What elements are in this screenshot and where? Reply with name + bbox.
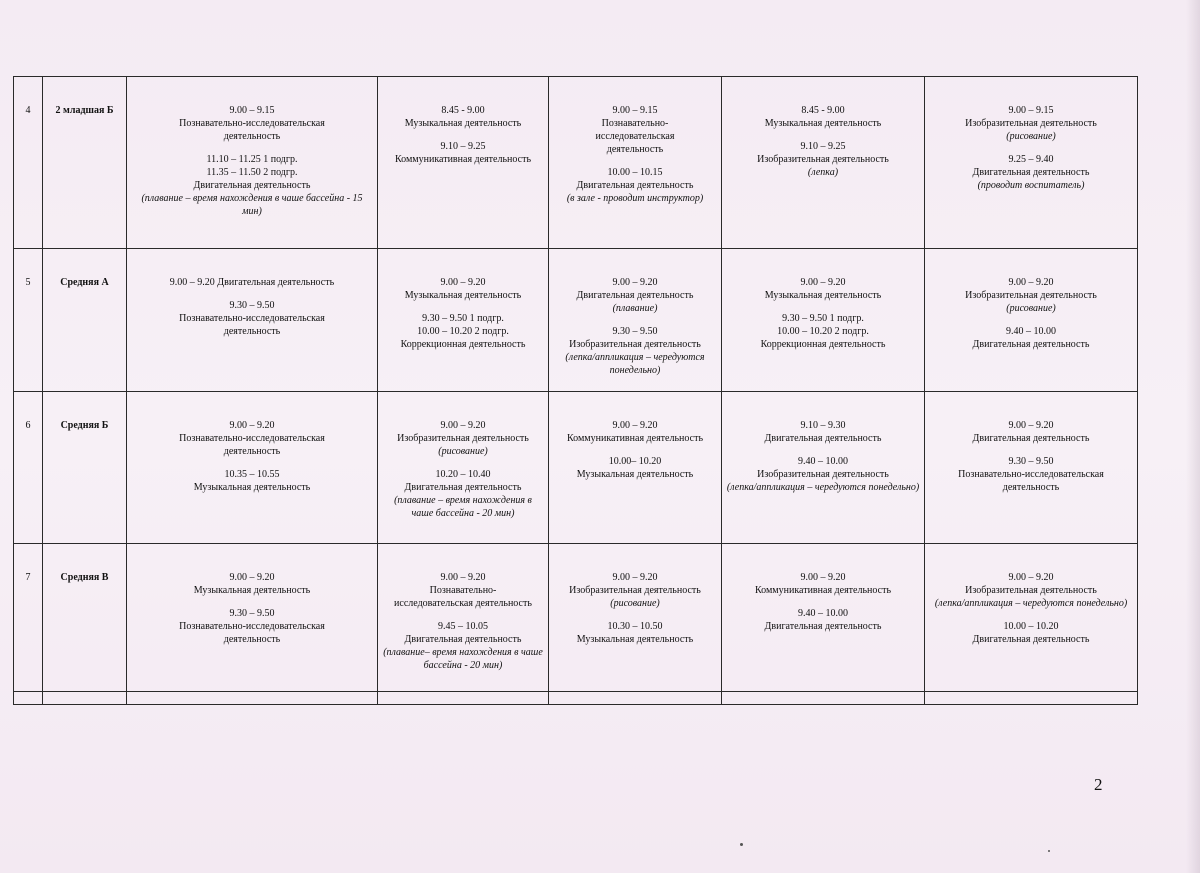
activity-note: (рисование) [438, 446, 488, 457]
activity-entry [382, 312, 544, 351]
activity-text: Изобразительная деятельность [757, 154, 889, 165]
day-cell [378, 392, 549, 544]
activity-entry [382, 276, 544, 302]
activity-time: 9.00 – 9.20 [800, 572, 846, 583]
activity-time: 9.30 – 9.50 1 подгр. [422, 313, 504, 324]
day-cell [722, 544, 925, 692]
activity-time: 9.00 – 9.20 [229, 572, 275, 583]
day-cell [549, 392, 722, 544]
activity-entry [131, 276, 373, 289]
activity-text: Двигательная деятельность [404, 634, 522, 645]
activity-entry [929, 571, 1133, 610]
activity-text: Коррекционная деятельность [400, 339, 526, 350]
activity-entry [382, 468, 544, 520]
activity-time: 9.00 – 9.15 [229, 105, 275, 116]
activity-time: 8.45 - 9.00 [801, 105, 845, 116]
activity-note: (плавание– время нахождения в чаше бассейна - 20 мин) [383, 647, 543, 671]
activity-text: Изобразительная деятельность [965, 290, 1097, 301]
day-cell [549, 249, 722, 392]
activity-time: 9.30 – 9.50 [1008, 456, 1054, 467]
activity-time: 9.40 – 10.00 [1006, 326, 1056, 337]
activity-entry [726, 419, 920, 445]
group-name: Средняя В [43, 544, 127, 692]
schedule-row [14, 77, 1138, 249]
activity-note: (плавание) [612, 303, 658, 314]
activity-entry [726, 312, 920, 351]
day-cell [378, 544, 549, 692]
activity-time: 10.35 – 10.55 [224, 469, 280, 480]
day-cell [127, 249, 378, 392]
schedule-row [14, 249, 1138, 392]
activity-time: 9.10 – 9.30 [800, 420, 846, 431]
activity-time: 9.30 – 9.50 1 подгр. [782, 313, 864, 324]
activity-note: (рисование) [1006, 131, 1056, 142]
activity-entry [382, 571, 544, 610]
empty-row [14, 692, 1138, 705]
activity-text: Изобразительная деятельность [757, 469, 889, 480]
activity-time: 9.00 – 9.20 [1008, 277, 1054, 288]
activity-text: деятельность [223, 131, 281, 142]
activity-time: 9.30 – 9.50 [229, 300, 275, 311]
activity-text: Двигательная деятельность [764, 621, 882, 632]
row-number: 5 [14, 249, 43, 392]
activity-text: исследовательская [595, 131, 675, 142]
activity-entry [726, 104, 920, 130]
empty-cell [378, 692, 549, 705]
activity-entry [131, 419, 373, 458]
activity-time: 9.00 – 9.20 [440, 277, 486, 288]
activity-time: 9.10 – 9.25 [440, 141, 486, 152]
activity-text: деятельность [223, 446, 281, 457]
activity-text: деятельность [606, 144, 664, 155]
activity-text: Познавательно- [429, 585, 497, 596]
day-cell [925, 77, 1138, 249]
activity-time: 9.00 – 9.20 [1008, 572, 1054, 583]
activity-text: 10.00 – 10.20 2 подгр. [777, 326, 869, 337]
activity-time: 9.30 – 9.50 [612, 326, 658, 337]
activity-text: Музыкальная деятельность [764, 118, 882, 129]
day-cell [925, 392, 1138, 544]
activity-time: 10.20 – 10.40 [435, 469, 491, 480]
day-cell [127, 77, 378, 249]
activity-time: 9.10 – 9.25 [800, 141, 846, 152]
activity-text: Двигательная деятельность [972, 433, 1090, 444]
activity-entry [382, 104, 544, 130]
activity-entry [131, 104, 373, 143]
row-number: 4 [14, 77, 43, 249]
activity-text: Музыкальная деятельность [764, 290, 882, 301]
activity-time: 9.40 – 10.00 [798, 456, 848, 467]
activity-time: 9.00 – 9.15 [1008, 105, 1054, 116]
activity-text: Музыкальная деятельность [404, 290, 522, 301]
activity-time: 9.45 – 10.05 [438, 621, 488, 632]
activity-text: Изобразительная деятельность [569, 339, 701, 350]
activity-text: Познавательно- [601, 118, 669, 129]
activity-text: Двигательная деятельность [972, 634, 1090, 645]
activity-time: 10.30 – 10.50 [607, 621, 663, 632]
scan-speck [740, 843, 743, 846]
activity-entry [726, 607, 920, 633]
activity-text: деятельность [223, 634, 281, 645]
activity-entry [131, 607, 373, 646]
day-cell [127, 544, 378, 692]
activity-note: (лепка/аппликация – чередуются понедельно) [726, 482, 920, 493]
activity-text: Изобразительная деятельность [965, 585, 1097, 596]
activity-entry [929, 153, 1133, 192]
day-cell [722, 77, 925, 249]
day-cell [378, 249, 549, 392]
activity-entry [726, 571, 920, 597]
activity-note: (лепка/аппликация – чередуются понедельно) [934, 598, 1128, 609]
activity-text: исследовательская деятельность [394, 598, 532, 609]
activity-time: 9.30 – 9.50 [229, 608, 275, 619]
day-cell [549, 544, 722, 692]
activity-text: деятельность [1002, 482, 1060, 493]
activity-note: (в зале - проводит инструктор) [566, 193, 704, 204]
activity-entry [131, 299, 373, 338]
activity-text: Двигательная деятельность [404, 482, 522, 493]
activity-text: Познавательно-исследовательская [179, 433, 325, 444]
empty-cell [127, 692, 378, 705]
activity-time: 10.00– 10.20 [608, 456, 662, 467]
activity-time: 9.00 – 9.20 [800, 277, 846, 288]
empty-cell [14, 692, 43, 705]
activity-text: Музыкальная деятельность [576, 634, 694, 645]
activity-time: 9.00 – 9.20 [612, 572, 658, 583]
activity-text: Двигательная деятельность [576, 180, 694, 191]
activity-text: Двигательная деятельность [764, 433, 882, 444]
activity-text: Познавательно-исследовательская [179, 118, 325, 129]
day-cell [722, 392, 925, 544]
activity-time: 9.00 – 9.20 [612, 277, 658, 288]
group-name: 2 младшая Б [43, 77, 127, 249]
activity-time: 11.10 – 11.25 1 подгр. [206, 154, 298, 165]
empty-cell [43, 692, 127, 705]
activity-note: (лепка/аппликация – чередуются понедельно) [565, 352, 705, 376]
activity-text: Музыкальная деятельность [576, 469, 694, 480]
day-cell [127, 392, 378, 544]
activity-text: 11.35 – 11.50 2 подгр. [206, 167, 298, 178]
activity-entry [131, 571, 373, 597]
day-cell [722, 249, 925, 392]
activity-text: Познавательно-исследовательская [179, 313, 325, 324]
day-cell [549, 77, 722, 249]
activity-text: Коммуникативная деятельность [754, 585, 891, 596]
activity-text: Музыкальная деятельность [193, 585, 311, 596]
activity-note: (рисование) [1006, 303, 1056, 314]
group-name: Средняя А [43, 249, 127, 392]
row-number: 6 [14, 392, 43, 544]
activity-text: Изобразительная деятельность [397, 433, 529, 444]
activity-time: 9.00 – 9.20 Двигательная деятельность [169, 277, 335, 288]
scan-speck [1048, 850, 1050, 852]
activity-note: (лепка) [807, 167, 839, 178]
activity-entry [553, 620, 717, 646]
page-edge-shadow [1186, 0, 1200, 873]
activity-entry [131, 153, 373, 218]
empty-cell [925, 692, 1138, 705]
activity-entry [553, 571, 717, 610]
activity-entry [553, 166, 717, 205]
activity-note: (рисование) [610, 598, 660, 609]
day-cell [925, 249, 1138, 392]
schedule-row [14, 544, 1138, 692]
activity-note: (проводит воспитатель) [977, 180, 1085, 191]
activity-text: Музыкальная деятельность [193, 482, 311, 493]
activity-note: (плавание – время нахождения в чаше бассейна - 15 мин) [141, 193, 363, 217]
activity-time: 9.00 – 9.20 [440, 572, 486, 583]
activity-time: 9.25 – 9.40 [1008, 154, 1054, 165]
activity-text: Двигательная деятельность [972, 167, 1090, 178]
activity-text: Познавательно-исследовательская [958, 469, 1104, 480]
activity-text: Коммуникативная деятельность [566, 433, 703, 444]
activity-entry [553, 455, 717, 481]
activity-entry [553, 325, 717, 377]
activity-entry [726, 276, 920, 302]
activity-text: Двигательная деятельность [972, 339, 1090, 350]
activity-time: 9.00 – 9.20 [1008, 420, 1054, 431]
day-cell [925, 544, 1138, 692]
row-number: 7 [14, 544, 43, 692]
activity-note: (плавание – время нахождения в чаше бассейна - 20 мин) [394, 495, 532, 519]
activity-text: Познавательно-исследовательская [179, 621, 325, 632]
activity-entry [382, 620, 544, 672]
activity-text: деятельность [223, 326, 281, 337]
activity-text: 10.00 – 10.20 2 подгр. [417, 326, 509, 337]
activity-entry [726, 140, 920, 179]
activity-entry [726, 455, 920, 494]
activity-entry [929, 276, 1133, 315]
activity-entry [382, 419, 544, 458]
activity-entry [929, 419, 1133, 445]
activity-text: Изобразительная деятельность [569, 585, 701, 596]
schedule-body [14, 77, 1138, 705]
activity-entry [929, 620, 1133, 646]
empty-cell [549, 692, 722, 705]
activity-text: Двигательная деятельность [576, 290, 694, 301]
activity-entry [131, 468, 373, 494]
activity-time: 9.40 – 10.00 [798, 608, 848, 619]
activity-entry [929, 455, 1133, 494]
activity-time: 9.00 – 9.20 [229, 420, 275, 431]
page-number: 2 [1094, 775, 1103, 794]
activity-time: 8.45 - 9.00 [441, 105, 485, 116]
activity-text: Коррекционная деятельность [760, 339, 886, 350]
activity-text: Изобразительная деятельность [965, 118, 1097, 129]
activity-time: 10.00 – 10.20 [1003, 621, 1059, 632]
activity-entry [553, 276, 717, 315]
day-cell [378, 77, 549, 249]
activity-text: Музыкальная деятельность [404, 118, 522, 129]
group-name: Средняя Б [43, 392, 127, 544]
empty-cell [722, 692, 925, 705]
activity-entry [929, 104, 1133, 143]
schedule-table [13, 76, 1138, 705]
activity-time: 9.00 – 9.15 [612, 105, 658, 116]
activity-time: 10.00 – 10.15 [607, 167, 663, 178]
activity-time: 9.00 – 9.20 [612, 420, 658, 431]
activity-time: 9.00 – 9.20 [440, 420, 486, 431]
activity-entry [553, 419, 717, 445]
activity-entry [929, 325, 1133, 351]
schedule-row [14, 392, 1138, 544]
activity-entry [553, 104, 717, 156]
activity-text: Коммуникативная деятельность [394, 154, 531, 165]
activity-text: Двигательная деятельность [193, 180, 311, 191]
activity-entry [382, 140, 544, 166]
